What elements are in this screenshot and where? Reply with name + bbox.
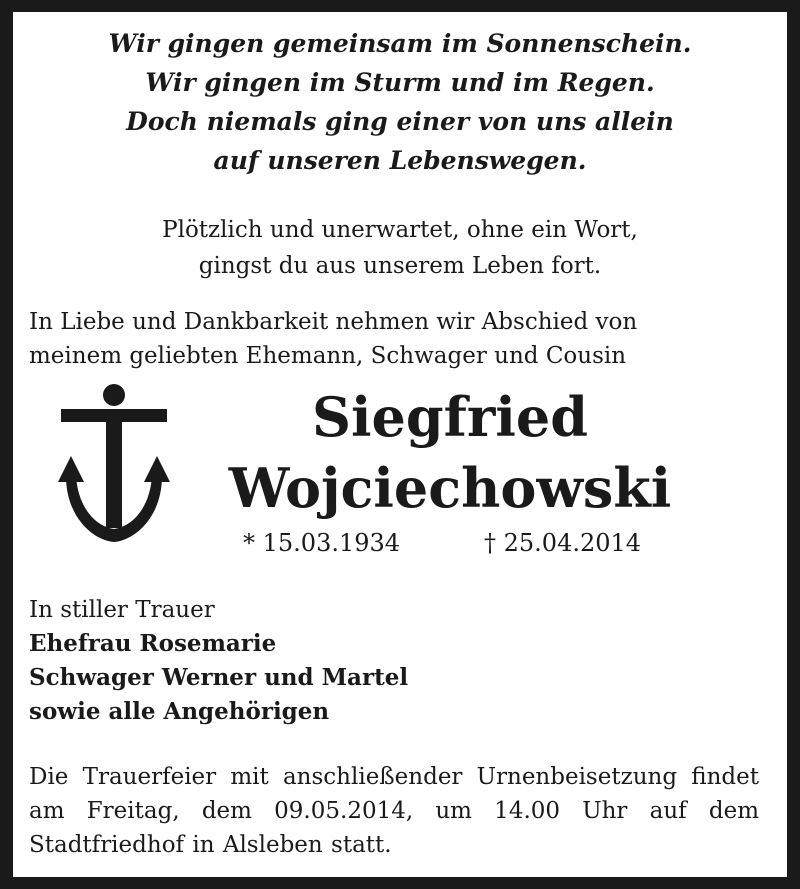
verse xyxy=(0,212,800,284)
poem-line: auf unseren Lebenswegen. xyxy=(213,146,587,175)
poem xyxy=(0,24,800,180)
service-info: Die Trauerfeier mit anschließender Urnenbeisetzung findet am Freitag, dem 09.05.2014, um 14.00 Uhr auf dem Stadtfriedhof in Alsleben statt. xyxy=(29,764,759,858)
poem-line: Doch niemals ging einer von uns allein xyxy=(126,107,674,136)
mourners xyxy=(29,593,408,729)
intro-line: meinem geliebten Ehemann, Schwager und Cousin xyxy=(29,343,627,369)
mourner-name: Schwager Werner und Martel xyxy=(29,664,409,691)
mourner-name: Ehefrau Rosemarie xyxy=(29,630,277,657)
anchor-icon xyxy=(44,380,184,550)
poem-line: Wir gingen im Sturm und im Regen. xyxy=(145,68,655,97)
verse-line: gingst du aus unserem Leben fort. xyxy=(198,253,602,279)
deceased-last-name: Wojciechowski xyxy=(228,456,672,520)
mourners-heading: In stiller Trauer xyxy=(29,597,215,623)
death-date: † 25.04.2014 xyxy=(484,529,642,557)
birth-date: * 15.03.1934 xyxy=(243,529,401,557)
verse-line: Plötzlich und unerwartet, ohne ein Wort, xyxy=(162,217,638,243)
intro-line: In Liebe und Dankbarkeit nehmen wir Abschied von xyxy=(29,309,638,335)
farewell-intro xyxy=(29,305,637,373)
mourner-name: sowie alle Angehörigen xyxy=(29,698,330,725)
poem-line: Wir gingen gemeinsam im Sonnenschein. xyxy=(108,29,692,58)
deceased-first-name: Siegfried xyxy=(312,385,588,449)
